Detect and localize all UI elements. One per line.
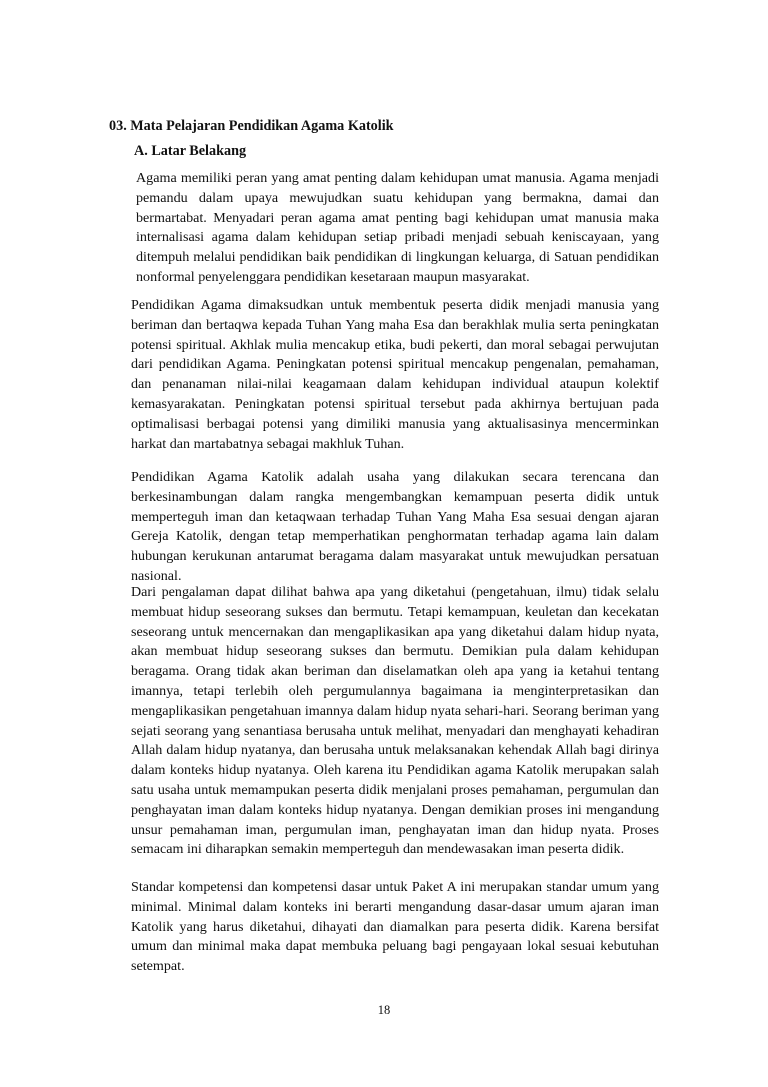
paragraph-standards: Standar kompetensi dan kompetensi dasar untuk Paket A ini merupakan standar umum yang minimal. Minimal dalam konteks ini berarti mengandung dasar-dasar umum ajaran iman Katolik yang harus diketahui, dihayati dan diamalkan para peserta didik. Karena bersifat umum dan minimal maka dapat membuka peluang bagi pengayaan lokal sesuai kebutuhan setempat.	[131, 879, 659, 975]
subsection-title: A. Latar Belakang	[134, 143, 247, 159]
page-number: 18	[377, 1003, 391, 1017]
paragraph-definition: Pendidikan Agama Katolik adalah usaha yang dilakukan secara terencana dan berkesinambungan dalam rangka mengembangkan kemampuan peserta didik untuk memperteguh iman dan ketaqwaan terhadap Tuhan Yang Maha Esa sesuai dengan ajaran Gereja Katolik, dengan tetap memperhatikan penghormatan terhadap agama lain dalam hubungan kerukunan antarumat beragama dalam masyarakat untuk mewujudkan persatuan nasional.	[131, 469, 659, 584]
paragraph-experience: Dari pengalaman dapat dilihat bahwa apa yang diketahui (pengetahuan, ilmu) tidak selalu membuat hidup seseorang sukses dan bermutu. Tetapi kemampuan, keuletan dan kecekatan seseorang untuk mencernakan dan mengaplikasikan apa yang diketahui dalam hidup nyata, akan membuat hidup seseorang sukses dan bermutu. Demikian pula dalam kehidupan beragama. Orang tidak akan beriman dan diselamatkan oleh apa yang ia ketahui tentang imannya, tetapi terlebih oleh pergumulannya bagaimana ia menginterpretasikan dan mengaplikasikan pengetahuan imannya dalam hidup nyata sehari-hari. Seorang beriman yang sejati seorang yang senantiasa berusaha untuk melihat, menyadari dan menghayati kehadiran Allah dalam hidup nyatanya, dan berusaha untuk melaksanakan kehendak Allah bagi dirinya dalam konteks hidup nyatanya. Oleh karena itu Pendidikan agama Katolik merupakan salah satu usaha untuk memampukan peserta didik menjalani proses pemahaman, pergumulan dan penghayatan iman dalam konteks hidup nyatanya. Dengan demikian proses ini mengandung unsur pemahaman iman, pergumulan iman, penghayatan iman dan hidup nyata. Proses semacam ini diharapkan semakin memperteguh dan mendewasakan iman peserta didik.	[131, 584, 659, 858]
paragraph-purpose: Pendidikan Agama dimaksudkan untuk membentuk peserta didik menjadi manusia yang beriman dan bertaqwa kepada Tuhan Yang maha Esa dan berakhlak mulia serta peningkatan potensi spiritual. Akhlak mulia mencakup etika, budi pekerti, dan moral sebagai perwujutan dari pendidikan Agama. Peningkatan potensi spiritual mencakup pengenalan, pemahaman, dan penanaman nilai-nilai keagamaan dalam kehidupan individual ataupun kolektif kemasyarakatan. Peningkatan potensi spiritual tersebut pada akhirnya bertujuan pada optimalisasi berbagai potensi yang dimiliki manusia yang aktualisasinya mencerminkan harkat dan martabatnya sebagai makhluk Tuhan.	[131, 297, 659, 452]
section-title: 03. Mata Pelajaran Pendidikan Agama Katolik	[109, 118, 394, 134]
paragraph-background: Agama memiliki peran yang amat penting dalam kehidupan umat manusia. Agama menjadi pemandu dalam upaya mewujudkan suatu kehidupan yang bermakna, damai dan bermartabat. Menyadari peran agama amat penting bagi kehidupan umat manusia maka internalisasi agama dalam kehidupan setiap pribadi menjadi sebuah keniscayaan, yang ditempuh melalui pendidikan baik pendidikan di lingkungan keluarga, di Satuan pendidikan nonformal penyelenggara pendidikan kesetaraan maupun masyarakat.	[136, 170, 659, 285]
